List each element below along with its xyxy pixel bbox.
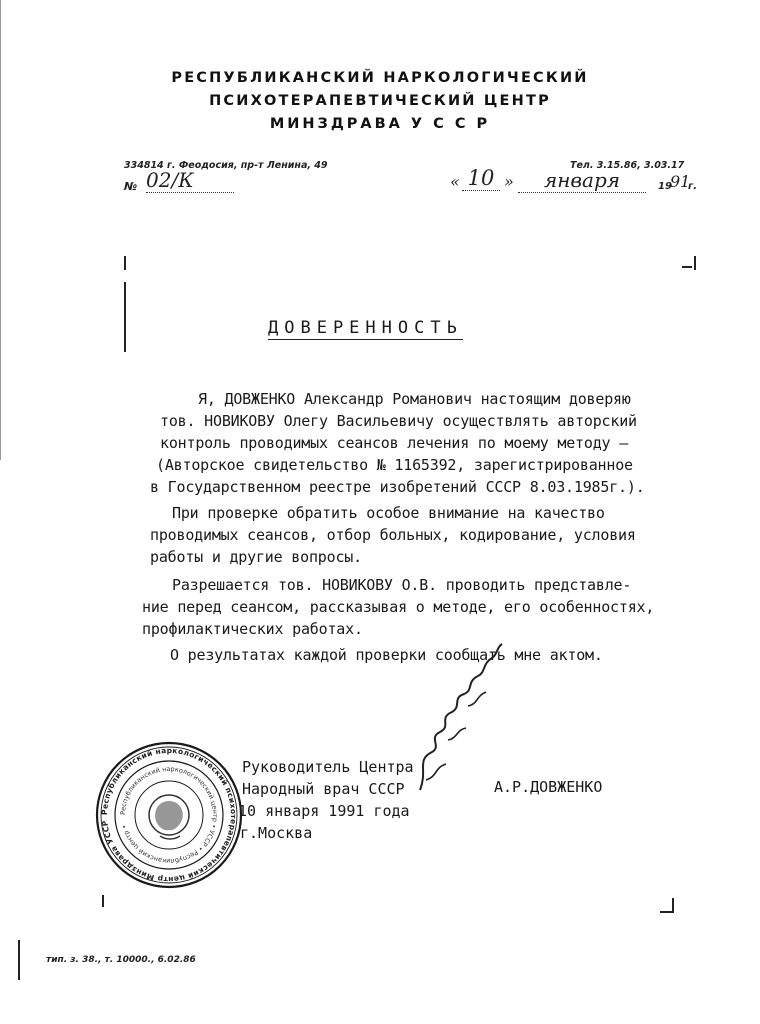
margin-mark <box>682 266 692 268</box>
paragraph-line: (Авторское свидетельство № 1165392, зарегистрированное <box>156 456 633 474</box>
paragraph-line: в Государственном реестре изобретений СССР 8.03.1985г.). <box>150 478 645 496</box>
org-phone: Тел. 3.15.86, 3.03.17 <box>570 160 685 171</box>
margin-mark <box>124 256 126 270</box>
paragraph-line: контроль проводимых сеансов лечения по моему методу – <box>160 434 629 452</box>
margin-mark <box>18 940 20 980</box>
margin-mark <box>694 256 696 270</box>
signature-city: г.Москва <box>240 824 313 842</box>
svg-text:Республиканский наркологически: Республиканский наркологический психотерапевтический центр Минздрава УССР <box>99 745 239 885</box>
signature-date: 10 января 1991 года <box>238 802 410 820</box>
org-name-line3: МИНЗДРАВА У С С Р <box>269 116 491 132</box>
org-name-line2: ПСИХОТЕРАПЕВТИЧЕСКИЙ ЦЕНТР <box>209 93 551 109</box>
margin-mark <box>102 895 104 907</box>
margin-mark <box>660 911 674 913</box>
paragraph-line: Я, ДОВЖЕНКО Александр Романович настоящим доверяю <box>198 390 631 408</box>
org-address: 334814 г. Феодосия, пр-т Ленина, 49 <box>124 160 328 171</box>
number-label: № <box>124 180 138 193</box>
number-value: 02/К <box>146 168 234 193</box>
print-info: тип. з. 38., т. 10000., 6.02.86 <box>46 955 196 965</box>
date-day: 10 <box>462 166 500 191</box>
signer-position: Руководитель Центра <box>242 758 414 776</box>
handwritten-signature <box>408 640 508 800</box>
scan-edge <box>0 0 1 460</box>
paragraph-line: О результатах каждой проверки сообщать мне актом. <box>170 646 603 664</box>
date-year-prefix: 19 <box>658 181 672 192</box>
document-title: ДОВЕРЕННОСТЬ <box>268 318 463 338</box>
date-year-label: г. <box>688 181 698 192</box>
paragraph-line: Разрешается тов. НОВИКОВУ О.В. проводить представле- <box>172 576 632 594</box>
paragraph-line: профилактических работах. <box>142 620 363 638</box>
paragraph-line: При проверке обратить особое внимание на качество <box>172 504 605 522</box>
org-name-line1: РЕСПУБЛИКАНСКИЙ НАРКОЛОГИЧЕСКИЙ <box>171 70 589 86</box>
date-month: января <box>518 168 646 193</box>
paragraph-line: проводимых сеансов, отбор больных, кодирование, условия <box>150 526 636 544</box>
date-year-suffix: 91 <box>670 172 691 191</box>
paragraph-line: тов. НОВИКОВУ Олегу Васильевичу осуществлять авторский <box>160 412 637 430</box>
paragraph-line: ние перед сеансом, рассказывая о методе, его особенностях, <box>142 598 655 616</box>
signer-title: Народный врач СССР <box>242 780 405 798</box>
official-stamp <box>94 740 244 890</box>
margin-mark <box>672 898 674 912</box>
svg-text:Республиканский наркологически: Республиканский наркологический центр • УССР • Республиканский центр • <box>118 764 220 866</box>
paragraph-line: работы и другие вопросы. <box>150 548 362 566</box>
margin-mark <box>124 282 126 352</box>
signer-name: А.Р.ДОВЖЕНКО <box>494 778 603 796</box>
